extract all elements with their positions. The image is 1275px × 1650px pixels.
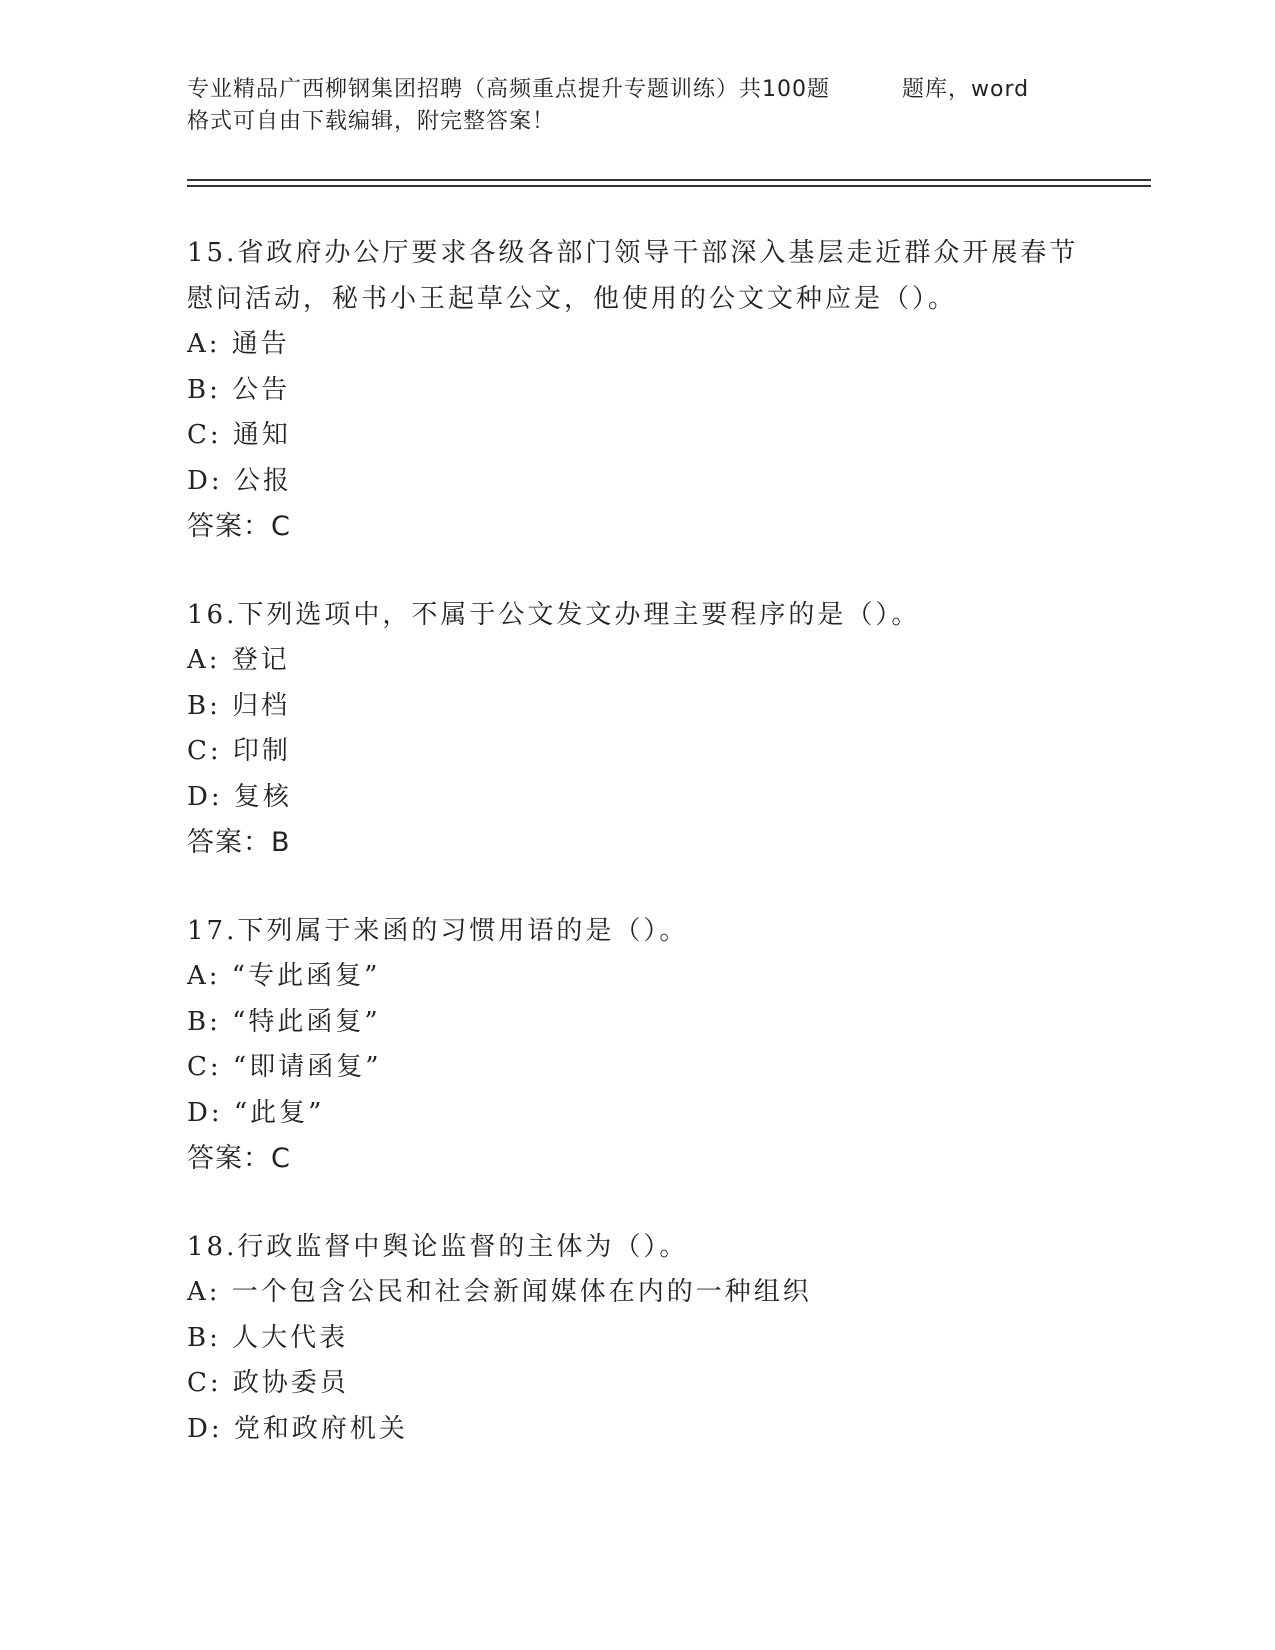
- option-b: B: 公告: [187, 374, 291, 405]
- question-16: [187, 592, 1087, 866]
- question-15: [187, 230, 1087, 550]
- option-d: D: 党和政府机关: [187, 1413, 408, 1444]
- answer: 答案：C: [187, 1143, 291, 1174]
- option-a: A: 一个包含公民和社会新闻媒体在内的一种组织: [187, 1277, 812, 1307]
- option-d: D: 复核: [187, 781, 292, 812]
- question-stem: 17.下列属于来函的习惯用语的是（）。: [187, 916, 689, 946]
- header-suffix: 题库，word: [902, 77, 1030, 102]
- option-a: A: 登记: [187, 645, 290, 675]
- question-18: [187, 1224, 1087, 1452]
- option-a: A: “专此函复”: [187, 961, 381, 991]
- question-stem: 16.下列选项中，不属于公文发文办理主要程序的是（）。: [187, 600, 921, 630]
- header-divider-top: [187, 179, 1151, 181]
- option-c: C: “即请函复”: [187, 1052, 382, 1082]
- option-b: B: 归档: [187, 690, 291, 721]
- option-c: C: 政协委员: [187, 1368, 349, 1398]
- option-b: B: 人大代表: [187, 1322, 349, 1353]
- answer: 答案：B: [187, 827, 291, 858]
- option-a: A: 通告: [187, 329, 290, 359]
- option-c: C: 印制: [187, 736, 291, 766]
- option-d: D: “此复”: [187, 1097, 325, 1128]
- option-d: D: 公报: [187, 465, 292, 496]
- option-b: B: “特此函复”: [187, 1006, 381, 1037]
- question-stem: 15.省政府办公厅要求各级各部门领导干部深入基层走近群众开展春节慰问活动，秘书小王起草公文，他使用的公文文种应是（）。: [187, 238, 1079, 314]
- question-stem: 18.行政监督中舆论监督的主体为（）。: [187, 1232, 689, 1262]
- option-c: C: 通知: [187, 420, 291, 450]
- header-line-2: 格式可自由下载编辑，附完整答案！: [187, 109, 556, 134]
- answer: 答案：C: [187, 511, 291, 542]
- header-title: 专业精品广西柳钢集团招聘（高频重点提升专题训练）共100题: [187, 77, 830, 102]
- document-header: [187, 74, 1087, 138]
- header-divider-bottom: [187, 185, 1151, 187]
- header-line-1: [187, 74, 1087, 106]
- question-17: [187, 908, 1087, 1182]
